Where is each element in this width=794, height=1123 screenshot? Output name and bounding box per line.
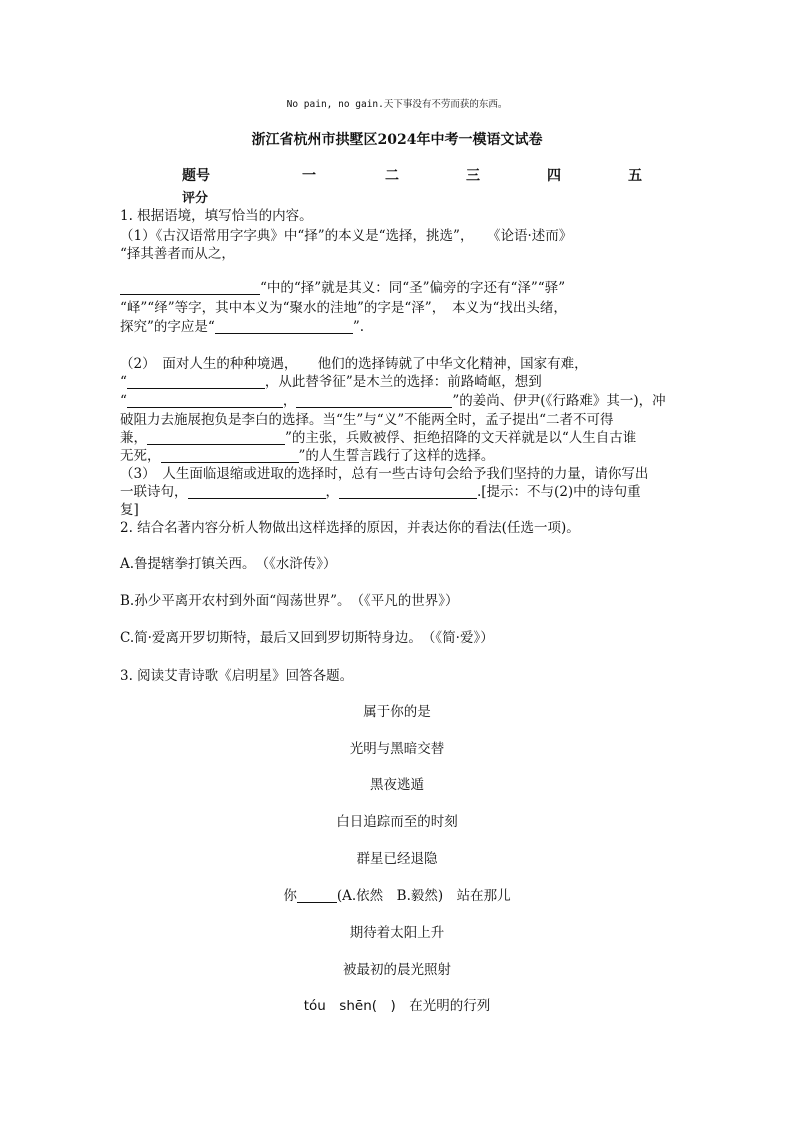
q1-part1-line3: “中的“择”就是其义：同“圣”偏旁的字还有“泽”“驿”	[120, 276, 565, 296]
page-title: 浙江省杭州市拱墅区2024年中考一模语文试卷	[251, 132, 543, 148]
poem-line: 光明与黑暗交替	[349, 741, 445, 757]
question-number-label: 题号	[182, 168, 210, 184]
answer-blank[interactable]	[127, 394, 283, 408]
score-column-2: 二	[385, 168, 399, 184]
q1-heading: 1. 根据语境，填写恰当的内容。	[120, 208, 313, 224]
poem-line-choice: 你 (A.依然 B.毅然) 站在那儿	[283, 888, 511, 904]
answer-blank[interactable]	[339, 485, 477, 499]
answer-blank[interactable]	[147, 431, 285, 445]
score-column-5: 五	[628, 168, 642, 184]
q2-option-c: C.简·爱离开罗切斯特，最后又回到罗切斯特身边。 （《简·爱》）	[120, 630, 494, 646]
answer-blank[interactable]	[215, 320, 353, 334]
q2-heading: 2. 结合名著内容分析人物做出这样选择的原因，并表达你的看法(任选一项)。	[120, 520, 580, 536]
q2-option-a: A.鲁提辖拳打镇关西。 （《水浒传》）	[120, 556, 337, 572]
score-label: 评分	[182, 191, 209, 206]
poem-line: 被最初的晨光照射	[343, 962, 451, 978]
poem-line: 期待着太阳上升	[349, 925, 445, 941]
q1-part1-line1: （1）《古汉语常用字字典》中“择”的本义是“选择，挑选”， 《论语·述而》	[120, 228, 573, 244]
score-column-1: 一	[302, 168, 316, 184]
q1-part2-line3: “ ， ”的姜尚、伊尹(《行路难》其一)，冲	[120, 393, 666, 409]
q1-part3-line2: 一联诗句， ， .[提示：不与(2)中的诗句重	[120, 484, 641, 500]
q1-part3-line1: （3） 人生面临退缩或进取的选择时，总有一些古诗句会给予我们坚持的力量，请你写出	[120, 466, 649, 482]
q1-part2-line6: 无死， ”的人生誓言践行了这样的选择。	[120, 448, 495, 464]
poem-line-pinyin: tóu shēn( ) 在光明的行列	[303, 998, 491, 1014]
q2-option-b: B.孙少平离开农村到外面“闯荡世界”。 （《平凡的世界》）	[120, 593, 459, 609]
answer-blank[interactable]	[297, 889, 337, 903]
q1-part2-line1: （2） 面对人生的种种境遇， 他们的选择铸就了中华文化精神，国家有难，	[120, 356, 588, 372]
poem-line: 群星已经退隐	[356, 851, 438, 867]
answer-blank[interactable]	[296, 394, 452, 408]
poem-line: 黑夜逃遁	[370, 777, 424, 793]
motto-header: No pain, no gain.天下事没有不劳而获的东西。	[286, 99, 508, 110]
answer-blank[interactable]	[120, 281, 260, 295]
answer-blank[interactable]	[188, 485, 326, 499]
poem-line: 属于你的是	[363, 704, 431, 720]
q1-part3-line3: 复]	[120, 502, 139, 518]
answer-blank[interactable]	[127, 375, 265, 389]
q1-part1-line2: “择其善者而从之，	[120, 246, 235, 262]
score-table-header	[0, 165, 794, 185]
score-column-4: 四	[547, 168, 561, 184]
score-column-3: 三	[466, 168, 480, 184]
answer-blank[interactable]	[161, 449, 299, 463]
q1-part2-line2: “ ，从此替爷征”是木兰的选择：前路崎岖，想到	[120, 374, 542, 390]
q1-part1-line4: “峄”“绎”等字，其中本义为“聚水的洼地”的字是“泽”， 本义为“找出头绪，	[120, 300, 567, 316]
poem-line: 白日追踪而至的时刻	[336, 814, 458, 830]
q1-part1-line5: 探究”的字应是“ ”.	[120, 319, 365, 335]
q1-part2-line5: 兼， ”的主张，兵败被俘、拒绝招降的文天祥就是以“人生自古谁	[120, 430, 637, 446]
q1-part2-line4: 破阻力去施展抱负是李白的选择。当“生”与“义”不能两全时，孟子提出“二者不可得	[120, 412, 614, 428]
q3-heading: 3. 阅读艾青诗歌《启明星》回答各题。	[120, 668, 354, 684]
